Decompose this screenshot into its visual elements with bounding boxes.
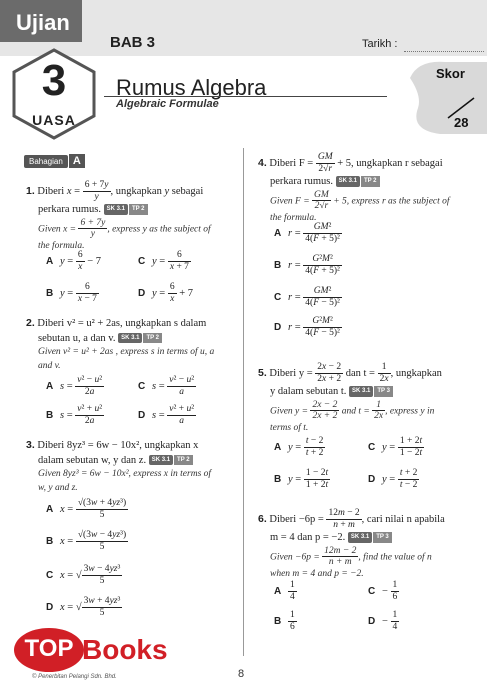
question-6: 6. Diberi −6p = $\frac{12m - 2}{n + m}$ , cari nilai n apabila m = 4 dan p = −2. SK 3.1 TP 3 Given −6p = $\frac{12m - 2}{n + m}$ , find the value of n when m = 4 and p = −2.: [258, 508, 482, 582]
sk-tag: SK 3.1: [336, 176, 360, 186]
option-a[interactable]: A s = $\frac{\text{v² − u²}}{2a}$: [46, 375, 103, 397]
question-1: 1. Diberi x = $\frac{6 + 7y}{y}$ , ungkapkan y sebagai perkara rumus. SK 3.1 TP 2 Given x = $\frac{6 + 7y}{y}$ , express y as the subject of the formula.: [26, 180, 238, 254]
option-d[interactable]: D y = $\frac{t + 2}{t - 2}$: [368, 468, 418, 490]
tp-tag: TP 3: [373, 532, 392, 542]
question-number: 6.: [258, 512, 267, 525]
option-c[interactable]: C − $\frac{1}{6}$: [368, 580, 398, 602]
option-d[interactable]: D s = $\frac{\text{v² + u²}}{a}$: [138, 404, 195, 426]
question-number: 2.: [26, 317, 35, 329]
tp-tag: TP 2: [143, 333, 162, 343]
question-text: Diberi v² = u² + 2as, ungkapkan s dalam: [37, 318, 207, 329]
option-c[interactable]: C x = √ $\frac{\text{3w − 4yz³}}{5}$: [46, 564, 121, 586]
option-b[interactable]: B s = $\frac{\text{v² + u²}}{2a}$: [46, 404, 103, 426]
question-translation: and t =: [341, 406, 370, 417]
option-b[interactable]: B y = $\frac{1 - 2t}{1 + 2t}$: [274, 468, 329, 490]
question-text: sebagai: [171, 185, 204, 197]
option-a[interactable]: A y = $\frac{6}{x}$ − 7: [46, 250, 102, 272]
option-d[interactable]: D y = $\frac{6}{x}$ + 7: [138, 282, 194, 304]
ujian-tab: Ujian: [0, 0, 82, 42]
publisher-credit: © Penerbitan Pelangi Sdn. Bhd.: [32, 674, 117, 680]
question-number: 5.: [258, 366, 267, 379]
sk-tag: SK 3.1: [149, 455, 173, 465]
option-c[interactable]: C r = $\frac{\text{GM²}}{\text{4(F − 5)²}}$: [274, 286, 340, 308]
date-line[interactable]: [404, 51, 484, 52]
option-b[interactable]: B $\frac{1}{6}$: [274, 610, 295, 632]
option-b[interactable]: B x = $\frac{\text{√(3w − 4yz³)}}{5}$: [46, 530, 127, 552]
question-text: , cari nilai n apabila: [361, 513, 445, 525]
question-text: dalam sebutan w, y dan z.: [38, 454, 147, 466]
option-a[interactable]: A x = $\frac{\text{√(3w + 4yz³)}}{5}$: [46, 498, 127, 520]
option-a[interactable]: A r = $\frac{\text{GM²}}{\text{4(F + 5)²}}$: [274, 222, 340, 244]
question-translation: the formula.: [270, 213, 317, 224]
question-number: 4.: [258, 156, 267, 169]
question-translation: Given 8yz³ = 6w − 10x², express x in terms of: [38, 469, 212, 480]
question-text: Diberi y =: [269, 367, 313, 379]
question-text: , ungkapkan: [110, 185, 162, 197]
question-text: m = 4 dan p = −2.: [270, 531, 346, 543]
score-label: Skor: [436, 66, 465, 81]
question-text: y dalam sebutan t.: [270, 385, 347, 397]
title-underline: [104, 96, 387, 97]
tp-tag: TP 2: [361, 176, 380, 186]
tp-tag: TP 2: [174, 455, 193, 465]
question-translation: w, y and z.: [38, 482, 78, 493]
question-translation: Given: [38, 224, 61, 235]
question-translation: when m = 4 and p = −2.: [270, 569, 364, 580]
question-text: dan t =: [345, 367, 375, 379]
question-text: Diberi: [37, 185, 65, 197]
question-text: Diberi 8yz³ = 6w − 10x², ungkapkan x: [37, 440, 199, 451]
question-translation: terms of t.: [270, 423, 309, 434]
question-3: [26, 438, 240, 495]
date-label: Tarikh :: [362, 38, 398, 50]
option-c[interactable]: C s = $\frac{\text{v² − u²}}{a}$: [138, 375, 195, 397]
question-translation: Given v² = u² + 2as , express s in terms of u, a: [38, 347, 215, 358]
score-total: 28: [454, 115, 469, 130]
question-4: 4. Diberi F = $\frac{GM}{2√r}$ + 5, ungkapkan r sebagai perkara rumus. SK 3.1 TP 2 Given F = $\frac{GM}{2√r}$ + 5, express r as the subject of the formula.: [258, 152, 482, 226]
question-number: 3.: [26, 439, 35, 451]
option-d[interactable]: D x = √ $\frac{\text{3w + 4yz³}}{5}$: [46, 596, 121, 618]
option-a[interactable]: A $\frac{1}{4}$: [274, 580, 295, 602]
question-translation: and v.: [38, 360, 61, 371]
sk-tag: SK 3.1: [348, 532, 372, 542]
option-b[interactable]: B r = $\frac{\text{G²M²}}{\text{4(F + 5)²}}$: [274, 254, 340, 276]
section-letter: A: [69, 154, 85, 168]
topbooks-logo-text: Books: [82, 634, 168, 665]
question-5: 5. Diberi y = $\frac{2x - 2}{2x + 2}$ dan t = $\frac{1}{2x}$ , ungkapkan y dalam sebutan t. SK 3.1 TP 3 Given y = $\frac{2x - 2}{2x + 2}$ and t = $\frac{1}{2x}$ , express y in terms of t.: [258, 362, 482, 436]
question-2: [26, 316, 240, 373]
tp-tag: TP 2: [129, 204, 148, 214]
page-subtitle: Algebraic Formulae: [116, 98, 219, 110]
page-title: Rumus Algebra: [116, 75, 267, 100]
question-translation: the formula.: [38, 241, 85, 252]
question-translation: , express y as the subject of: [107, 224, 211, 235]
tp-tag: TP 3: [374, 386, 393, 396]
question-translation: Given F =: [270, 196, 310, 207]
question-text: + 5, ungkapkan r sebagai: [337, 157, 443, 169]
column-divider: [243, 148, 244, 656]
question-text: sebutan u, a dan v.: [38, 332, 116, 344]
question-translation: Given y =: [270, 406, 309, 417]
question-text: perkara rumus.: [270, 175, 333, 187]
question-text: , ungkapkan: [390, 367, 442, 379]
option-a[interactable]: A y = $\frac{t - 2}{t + 2}$: [274, 436, 324, 458]
option-c[interactable]: C y = $\frac{6}{x + 7}$: [138, 250, 189, 272]
section-label: Bahagian: [24, 155, 68, 168]
topbooks-logo-mark: TOP: [14, 628, 84, 672]
test-type: UASA: [32, 112, 76, 128]
question-text: Diberi F =: [269, 157, 314, 169]
question-translation: , find the value of n: [358, 552, 432, 563]
question-translation: Given −6p =: [270, 552, 320, 563]
sk-tag: SK 3.1: [118, 333, 142, 343]
question-number: 1.: [26, 184, 35, 197]
page-number: 8: [238, 668, 245, 680]
question-translation: + 5, express r as the subject of: [333, 196, 450, 207]
question-translation: , express y in: [385, 406, 435, 417]
test-number: 3: [41, 56, 67, 105]
question-text: perkara rumus.: [38, 203, 101, 215]
option-b[interactable]: B y = $\frac{6}{x - 7}$: [46, 282, 97, 304]
option-c[interactable]: C y = $\frac{1 + 2t}{1 - 2t}$: [368, 436, 423, 458]
chapter-label: BAB 3: [110, 34, 156, 51]
option-d[interactable]: D − $\frac{1}{4}$: [368, 610, 398, 632]
section-badge: [24, 152, 85, 170]
sk-tag: SK 3.1: [349, 386, 373, 396]
option-d[interactable]: D r = $\frac{\text{G²M²}}{\text{4(F − 5)²}}$: [274, 316, 340, 338]
fraction: $\frac{6 + 7y}{y}$: [84, 180, 109, 202]
question-text: Diberi −6p =: [269, 513, 324, 525]
sk-tag: SK 3.1: [104, 204, 128, 214]
